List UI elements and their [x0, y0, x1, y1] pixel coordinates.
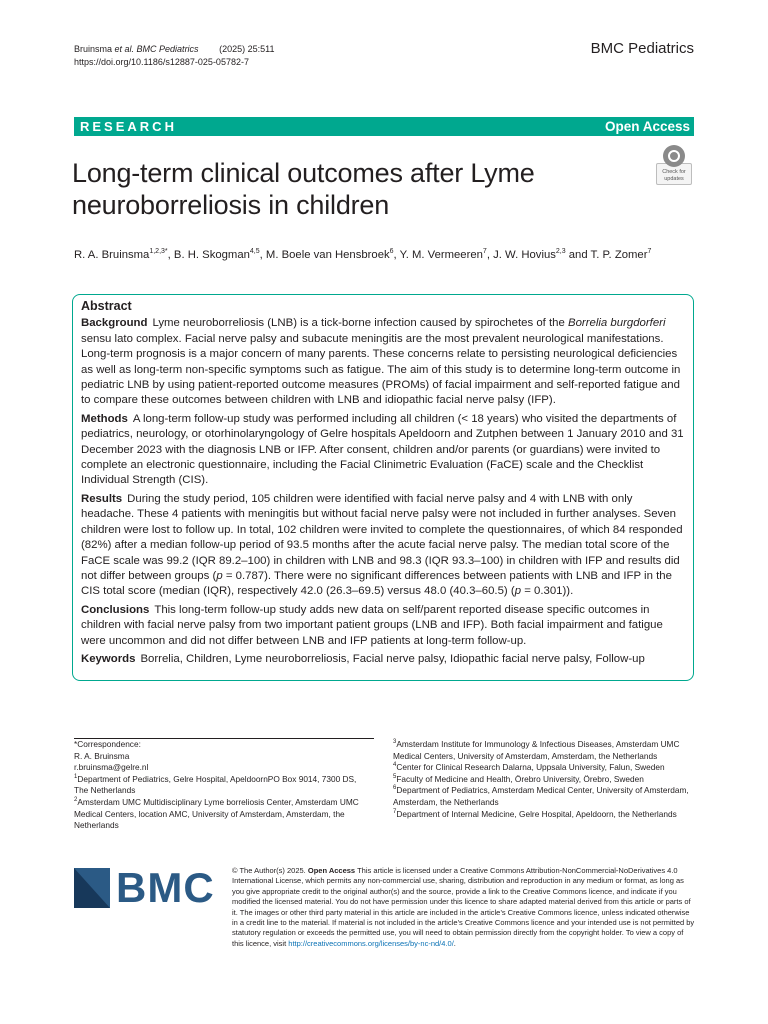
affiliation	[393, 774, 693, 786]
bmc-logo-icon	[74, 868, 110, 908]
check-for-updates-icon	[663, 145, 685, 167]
copyright-text: © The Author(s) 2025.	[232, 866, 306, 875]
author-name[interactable]: M. Boele van Hensbroek	[265, 249, 390, 261]
author-list	[74, 249, 694, 261]
affiliation-number: 1	[74, 774, 78, 781]
article-type-label: RESEARCH	[80, 119, 177, 134]
background-text: Lyme neuroborreliosis (LNB) is a tick-borne infection caused by spirochetes of the	[152, 317, 568, 330]
background-species: Borrelia burgdorferi	[568, 317, 666, 330]
affiliation-number: 7	[393, 808, 397, 815]
check-for-updates-line-2: updates	[664, 175, 684, 182]
background-text-cont: sensu lato complex. Facial nerve palsy and subacute meningitis are the most prevalent neurological manifestations. Long-term prognosis is a major concern of many parents. These concerns relate to persisting neurological deficiencies as well as long-term non-specific symptoms such as fatigue. The aim of this study is to determine long-term outcome in pediatric LNB by using patient-reported outcome measures (PROMs) of facial impairment and self-reported fatigue and to compare these outcomes between children with LNB and idiopathic facial nerve palsy (IFP).	[81, 332, 681, 407]
license-link[interactable]: http://creativecommons.org/licenses/by-nc-nd/4.0/	[288, 938, 454, 948]
author-separator: ,	[393, 249, 400, 261]
keywords-label: Keywords	[81, 652, 136, 665]
affiliation	[393, 739, 693, 762]
bmc-logo	[74, 864, 215, 911]
author-name[interactable]: J. W. Hovius	[493, 249, 556, 261]
running-header	[74, 43, 274, 69]
affiliation-number: 3	[393, 739, 397, 746]
author-name[interactable]: T. P. Zomer	[590, 249, 648, 261]
abstract	[81, 299, 685, 670]
keywords-text: Borrelia, Children, Lyme neuroborreliosis, Facial nerve palsy, Idiopathic facial nerve palsy, Follow-up	[140, 652, 645, 665]
author-separator: and	[565, 249, 591, 261]
author-separator: ,	[259, 249, 266, 261]
results-text: During the study period, 105 children were identified with facial nerve palsy and 4 with LNB with only headache. These 4 patients with meningitis but without facial nerve palsy were not included in further analyses. Seven children were lost to follow up. In total, 102 children were invited to complete the questionnaires, of which 84 responded (82%) after a median follow-up period of 93.5 months after the acute facial nerve palsy. The median total score of the FaCE scale was 99.2 (IQR 89.2–100) in children with LNB and 98.3 (IQR 93.3–100) in children with IFP and results did not differ between groups (	[81, 492, 683, 582]
affiliation-text: Department of Pediatrics, Amsterdam Medical Center, University of Amsterdam, Amsterdam, the Netherlands	[393, 785, 689, 807]
affiliation-text: Department of Pediatrics, Gelre Hospital, ApeldoornPO Box 9014, 7300 DS, The Netherlands	[74, 773, 357, 796]
results-label: Results	[81, 492, 123, 505]
abstract-conclusions	[81, 603, 685, 649]
conclusions-text: This long-term follow-up study adds new data on self/parent reported disease specific outcomes in children with facial nerve palsy from two important patient groups (LNB and IFP). Both facial impairment and fatigue were uncommon and did not differ between LNB and IFP patients at long-term follow-up.	[81, 603, 663, 647]
open-access-notice: Open Access	[307, 866, 356, 875]
author-affiliation: 7	[482, 248, 487, 256]
p-value-symbol: p	[216, 569, 223, 582]
header-doi-link[interactable]: https://doi.org/10.1186/s12887-025-05782-7	[74, 57, 249, 67]
abstract-methods	[81, 412, 685, 489]
author-affiliation: 6	[389, 248, 394, 256]
bmc-logo-text: BMC	[116, 864, 215, 911]
affiliation	[74, 774, 364, 797]
abstract-keywords	[81, 652, 685, 667]
abstract-background	[81, 316, 685, 408]
affiliation-number: 4	[393, 762, 397, 769]
affiliation	[393, 809, 693, 821]
methods-text: A long-term follow-up study was performed including all children (< 18 years) who visited the departments of pediatrics, neurology, or otorhinolaryngology of Gelre hospitals Apeldoorn and Zutphen between 1 January 2010 and 31 December 2023 with the diagnosis LNB or IFP. After consent, children and/or parents (or guardians) were invited to complete an electronic questionnaire, including the Facial Clinimetric Evaluation (FaCE) scale and the Checklist Individual Strength (CIS).	[81, 412, 684, 487]
affiliation-text: Amsterdam Institute for Immunology & Infectious Diseases, Amsterdam UMC Medical Centers, University of Amsterdam, Amsterdam, the Netherlands	[393, 739, 680, 761]
header-year-volume: (2025) 25:511	[219, 44, 275, 54]
author-name[interactable]: Y. M. Vermeeren	[399, 249, 483, 261]
author-separator: ,	[486, 249, 494, 261]
affiliation-text: Faculty of Medicine and Health, Örebro University, Örebro, Sweden	[396, 773, 644, 784]
affiliation	[74, 797, 364, 832]
affiliation-number: 6	[393, 785, 397, 792]
journal-name: BMC Pediatrics	[590, 40, 694, 57]
affiliation	[393, 762, 693, 774]
methods-label: Methods	[81, 412, 128, 425]
correspondence-name: R. A. Bruinsma	[74, 750, 130, 761]
header-authors: Bruinsma	[74, 44, 113, 54]
results-text-cont: = 0.787). There were no significant differences between patients with LNB and IFP in the CIS total score (median (IQR), respectively 42.0 (26.3–69.5) versus 48.0 (40.3–60.5) (	[81, 569, 672, 598]
license-statement	[232, 866, 696, 949]
article-title	[72, 157, 632, 221]
affiliation-text: Center for Clinical Research Dalarna, Uppsala University, Falun, Sweden	[396, 762, 665, 773]
open-access-label: Open Access	[604, 119, 690, 134]
check-for-updates-label	[656, 169, 692, 182]
affiliation-number: 2	[74, 797, 78, 804]
affiliation	[393, 785, 693, 808]
abstract-results	[81, 492, 685, 600]
title-line-2: neuroborreliosis in children	[72, 190, 390, 220]
header-journal: et al. BMC Pediatrics	[114, 44, 199, 54]
conclusions-label: Conclusions	[81, 603, 150, 616]
license-text: This article is licensed under a Creative Commons Attribution-NonCommercial-NoDerivatives 4.0 International License, which permits any non-commercial use, sharing, distribution and reproduction in any medium or format, as long as you give appropriate credit to the original author(s) and the source, provide a link to the Creative Commons licence, and indicate if you modified the licensed material. You do not have permission under this licence to share adapted material derived from this article or parts of it. The images or other third party material in this article are included in the article’s Creative Commons licence, unless indicated otherwise in a credit line to the material. If material is not included in the article’s Creative Commons licence and your intended use is not permitted by statutory regulation or exceeds the permitted use, you will need to obtain permission directly from the copyright holder. To view a copy of this licence, visit	[232, 866, 695, 948]
license-end: .	[453, 938, 456, 948]
author-name[interactable]: B. H. Skogman	[173, 249, 250, 261]
check-for-updates-line-1: Check for	[662, 169, 686, 175]
citation-line	[74, 43, 274, 56]
check-for-updates-button[interactable]	[656, 145, 692, 187]
footnotes-right	[393, 739, 693, 820]
author-affiliation: 7	[647, 248, 652, 256]
author-separator: ,	[167, 249, 174, 261]
correspondence-label: *Correspondence:	[74, 739, 141, 749]
author-affiliation: 4,5	[249, 248, 260, 256]
affiliation-text: Amsterdam UMC Multidisciplinary Lyme borreliosis Center, Amsterdam UMC Medical Centers, location AMC, University of Amsterdam, Amsterdam, the Netherlands	[74, 796, 359, 831]
abstract-heading: Abstract	[81, 299, 132, 313]
affiliation-number: 5	[393, 774, 397, 781]
footnotes-left	[74, 739, 364, 832]
title-line-1: Long-term clinical outcomes after Lyme	[72, 158, 535, 188]
results-text-end: = 0.301)).	[521, 585, 574, 598]
author-affiliation: 1,2,3*	[149, 248, 168, 256]
correspondence-email[interactable]: r.bruinsma@gelre.nl	[74, 762, 149, 773]
author-affiliation: 2,3	[555, 248, 566, 256]
p-value-symbol: p	[514, 585, 522, 598]
background-label: Background	[81, 317, 148, 330]
affiliation-text: Department of Internal Medicine, Gelre Hospital, Apeldoorn, the Netherlands	[396, 808, 677, 819]
author-name[interactable]: R. A. Bruinsma	[74, 249, 150, 261]
